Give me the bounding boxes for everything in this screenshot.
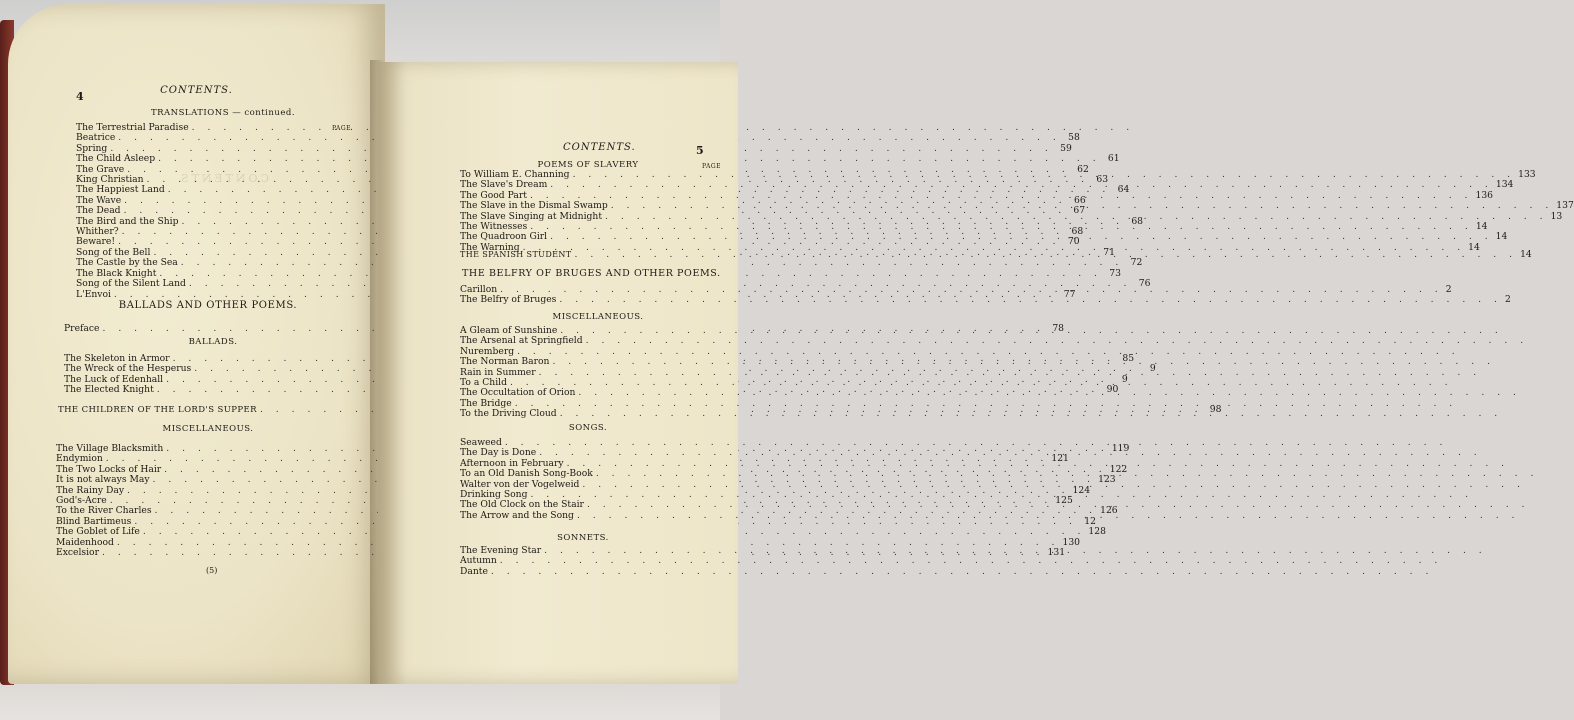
toc-entry-title: King Christian (76, 174, 144, 186)
toc-entry-page: 72 (1130, 257, 1143, 269)
toc-entry-page: 122 (1109, 463, 1128, 475)
section-miscellaneous-left: MISCELLANEOUS. (162, 424, 254, 434)
left-page-number: 4 (76, 90, 84, 103)
songs-list (460, 438, 722, 521)
toc-entry-title: Whither? (76, 226, 119, 238)
toc-entry-title: THE SPANISH STUDENT (460, 250, 572, 259)
toc-entry-title: The Wreck of the Hesperus (64, 363, 192, 375)
toc-entry-title: Blind Bartimeus (56, 515, 132, 527)
toc-entry-title: The Black Knight (76, 267, 157, 279)
toc-entry-title: Drinking Song (460, 489, 528, 501)
toc-entry-title: The Village Blacksmith (56, 443, 164, 454)
toc-entry-title: The Child Asleep (76, 153, 156, 165)
dot-leader (491, 567, 1434, 577)
toc-entry-page: 131 (1047, 547, 1066, 559)
toc-entry-title: Maidenhood (56, 536, 114, 548)
toc-entry-title: To the River Charles (56, 505, 152, 517)
toc-entry-page: 85 (1122, 353, 1135, 364)
dot-leader (560, 409, 1503, 419)
toc-entry-page: 62 (1077, 163, 1089, 175)
toc-entry-title: The Dead (76, 205, 121, 217)
left-page-footer: (5) (206, 566, 218, 575)
toc-entry-page: 136 (1475, 189, 1494, 201)
toc-entry (460, 409, 722, 419)
toc-entry-title: Excelsior (56, 547, 99, 559)
toc-entry-title: Endymion (56, 453, 103, 465)
toc-entry-title: The Norman Baron (460, 356, 550, 368)
toc-entry-page: 77 (1063, 288, 1076, 300)
dot-leader (559, 295, 1502, 305)
toc-entry-title: The Elected Knight (64, 384, 154, 396)
toc-entry-page: 68 (1131, 215, 1144, 227)
right-page-header: CONTENTS. (563, 142, 636, 153)
toc-entry-page: 12 (1084, 515, 1096, 527)
toc-entry-page: 14 (1495, 231, 1508, 243)
toc-entry-title: The Slave's Dream (460, 179, 548, 191)
sonnets-list (460, 546, 722, 577)
toc-entry-title: Song of the Bell (76, 246, 151, 258)
toc-entry-title: The Day is Done (460, 447, 537, 459)
toc-entry-title: Spring (76, 142, 108, 154)
toc-entry-title: The Skeleton in Armor (64, 353, 170, 364)
toc-entry-page: 14 (1475, 221, 1488, 233)
toc-entry-title: The Arsenal at Springfield (460, 335, 583, 347)
toc-entry-title: The Warning (460, 241, 520, 253)
toc-entry-page: 128 (1088, 526, 1106, 538)
toc-entry-page: 125 (1055, 495, 1073, 507)
toc-entry-title: Song of the Silent Land (76, 278, 186, 290)
toc-entry-page: 70 (1067, 236, 1080, 248)
toc-entry-page: 76 (1138, 278, 1151, 290)
toc-entry-title: Dante (460, 565, 488, 577)
toc-entry-title: To the Driving Cloud (460, 408, 557, 420)
toc-entry-title: The Two Locks of Hair (56, 463, 162, 475)
toc-entry-page: 9 (1121, 373, 1128, 385)
toc-entry-title: Beatrice (76, 132, 116, 144)
toc-entry-title: The Bridge (460, 397, 512, 409)
section-ballads: BALLADS. (188, 337, 238, 347)
toc-entry-title: To an Old Danish Song-Book (460, 468, 593, 480)
toc-entry-page: 66 (1074, 194, 1086, 206)
toc-entry-page: 124 (1072, 484, 1091, 496)
toc-entry-title: The Old Clock on the Stair (460, 499, 584, 511)
bleed-through-text: CONTENTS (178, 172, 269, 185)
toc-entry-title: The Luck of Edenhall (64, 373, 164, 385)
toc-entry-page: 119 (1111, 443, 1130, 454)
toc-entry-page: 134 (1495, 179, 1514, 191)
toc-entry-title: L'Envoi (76, 288, 111, 300)
page-column-label: PAGE (332, 125, 351, 132)
toc-entry-title: The Goblet of Life (56, 526, 140, 538)
toc-entry-title: The Castle by the Sea (76, 257, 178, 269)
toc-entry-page: 71 (1103, 246, 1115, 258)
section-sonnets: SONNETS. (557, 533, 609, 543)
toc-entry-page: 14 (1520, 249, 1532, 260)
toc-entry-title: The Rainy Day (56, 484, 125, 496)
toc-entry-title: It is not always May (56, 474, 150, 486)
toc-entry-title: To a Child (460, 377, 507, 389)
toc-entry-title: The Good Part (460, 189, 527, 201)
toc-entry-title: THE CHILDREN OF THE LORD'S SUPPER (58, 405, 257, 415)
toc-entry-page: 90 (1106, 384, 1119, 396)
toc-entry-page: 61 (1107, 153, 1120, 165)
toc-entry-title: Rain in Summer (460, 366, 536, 378)
toc-entry-page: 137 (1556, 200, 1574, 212)
section-ballads-and-other-poems: BALLADS AND OTHER POEMS. (118, 300, 298, 311)
toc-entry-page: 59 (1060, 142, 1072, 154)
toc-entry-page: 2 (1504, 294, 1511, 306)
toc-entry-page: 78 (1052, 323, 1065, 334)
toc-entry-title: The Slave Singing at Midnight (460, 210, 603, 222)
toc-entry-title: The Happiest Land (76, 184, 165, 196)
toc-entry-title: Autumn (460, 555, 497, 567)
toc-entry-page: 133 (1518, 169, 1536, 180)
toc-entry-title: The Occultation of Orion (460, 387, 576, 399)
toc-entry-title: The Bird and the Ship (76, 215, 179, 227)
toc-entry (460, 567, 722, 577)
left-page-header: CONTENTS. (160, 85, 233, 96)
section-miscellaneous-right: MISCELLANEOUS. (552, 312, 644, 322)
toc-entry-title: Walter von der Vogelweid (460, 478, 580, 490)
dot-leader (577, 511, 1520, 521)
toc-entry-page: 123 (1098, 474, 1116, 486)
toc-entry-title: God's-Acre (56, 495, 107, 507)
toc-entry-title: Carillon (460, 284, 498, 295)
toc-entry-page: 130 (1062, 536, 1081, 548)
toc-entry-title: The Arrow and the Song (460, 509, 574, 521)
toc-entry-page: 13 (1550, 210, 1563, 222)
right-page-number: 5 (696, 144, 704, 157)
toc-entry-page: 73 (1109, 267, 1121, 279)
toc-entry-page: 64 (1117, 184, 1130, 196)
toc-entry-title: To William E. Channing (460, 169, 570, 180)
toc-entry-title: The Terrestrial Paradise (76, 122, 189, 133)
toc-entry-page: 2 (1445, 284, 1452, 295)
toc-entry-page: 67 (1073, 205, 1086, 217)
toc-entry-page: 126 (1100, 505, 1118, 517)
toc-entry-page: 98 (1209, 404, 1222, 415)
toc-entry-title: Beware! (76, 236, 116, 248)
section-songs: SONGS. (568, 423, 608, 433)
toc-entry-page: 68 (1071, 226, 1084, 238)
toc-entry-title: Seaweed (460, 437, 502, 448)
toc-entry-title: The Wave (76, 194, 122, 206)
toc-entry-title: Afternoon in February (460, 457, 564, 469)
toc-entry-title: The Quadroon Girl (460, 231, 548, 243)
toc-entry-page: 14 (1468, 241, 1480, 253)
toc-entry-title: The Grave (76, 163, 125, 175)
toc-entry-title: Preface (64, 323, 100, 334)
miscellaneous-list-right (460, 326, 722, 420)
toc-entry-title: The Slave in the Dismal Swamp (460, 200, 608, 212)
toc-entry-page: 63 (1096, 174, 1109, 186)
toc-entry-title: The Belfry of Bruges (460, 294, 557, 306)
page-column-label-right: PAGE (702, 163, 721, 170)
toc-entry-title: A Gleam of Sunshine (460, 325, 558, 336)
section-poems-of-slavery: POEMS OF SLAVERY (537, 160, 639, 170)
toc-entry-title: The Witnesses (460, 221, 528, 233)
toc-entry-page: 121 (1051, 453, 1069, 465)
section-translations-continued: TRANSLATIONS — continued. (150, 108, 296, 118)
toc-entry-page: 9 (1149, 363, 1156, 375)
toc-entry-page: 58 (1068, 132, 1080, 144)
section-belfry-of-bruges: THE BELFRY OF BRUGES AND OTHER POEMS. (462, 268, 721, 279)
toc-entry-title: Nuremberg (460, 345, 515, 357)
toc-entry-title: The Evening Star (460, 545, 542, 556)
toc-entry (460, 511, 722, 521)
